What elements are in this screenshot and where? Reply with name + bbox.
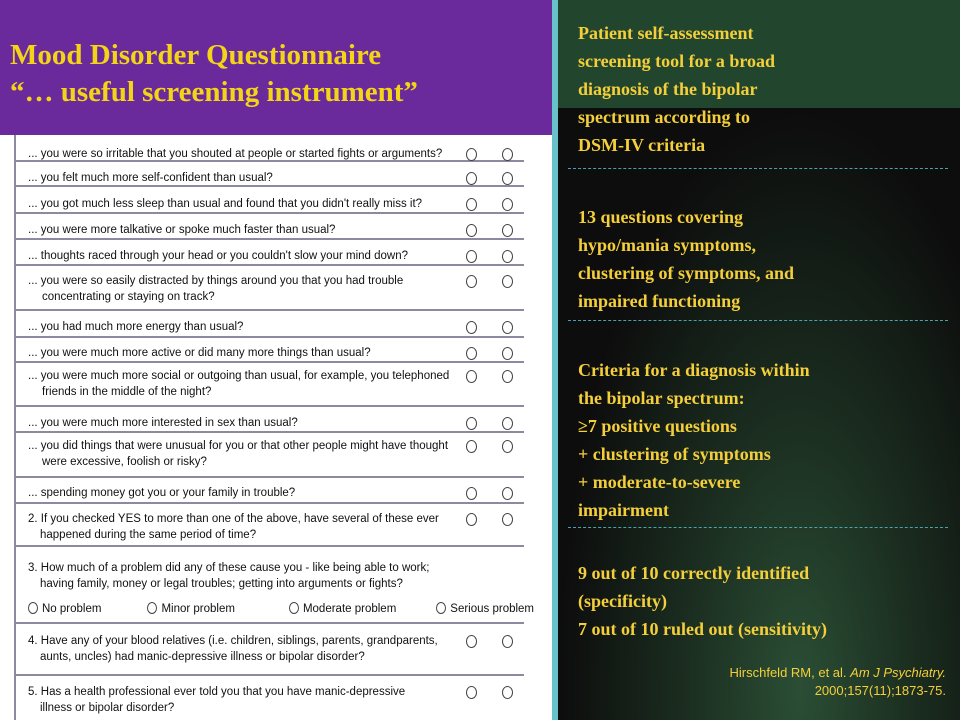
section-line: 9 out of 10 correctly identified: [578, 563, 810, 583]
answer-circle: [466, 321, 477, 334]
answer-circle: [466, 224, 477, 237]
question-line: 2. If you checked YES to more than one of the above, have several of these ever: [28, 513, 439, 525]
question-line: ... thoughts raced through your head or you couldn't slow your mind down?: [28, 250, 409, 262]
questionnaire-row: [14, 478, 524, 504]
section-line: 7 out of 10 ruled out (sensitivity): [578, 619, 827, 639]
question-text: [28, 368, 458, 400]
question-text: [28, 170, 458, 186]
answer-circle: [466, 487, 477, 500]
title-banner: [0, 0, 552, 135]
citation-journal: Am J Psychiatry.: [850, 665, 946, 680]
answer-circle: [466, 417, 477, 430]
questionnaire-row: [14, 137, 524, 162]
answer-circle: [466, 513, 477, 526]
answer-circle: [502, 321, 513, 334]
question-text: [28, 415, 458, 431]
question-text: [28, 633, 458, 665]
question-line: ... you felt much more self-confident than usual?: [28, 172, 273, 184]
questionnaire-row: [14, 363, 524, 407]
questionnaire-row: [14, 504, 524, 547]
option-circle: [436, 602, 446, 614]
question-line: ... you did things that were unusual for you or that other people might have thought: [28, 440, 449, 452]
section-separator: [568, 527, 948, 528]
questionnaire-row: [14, 433, 524, 478]
question-line: were excessive, foolish or risky?: [42, 456, 207, 468]
questionnaire-row: [14, 407, 524, 433]
question-text: [28, 560, 458, 592]
question-line: ... you were so easily distracted by things around you that you had trouble: [28, 275, 404, 287]
problem-option: [436, 603, 534, 615]
question-text: [28, 438, 458, 470]
answer-circle: [502, 148, 513, 161]
question-text: [28, 345, 458, 361]
section-line: hypo/mania symptoms,: [578, 235, 757, 255]
question-line: ... you were much more interested in sex than usual?: [28, 417, 298, 429]
section-line: + moderate-to-severe: [578, 472, 741, 492]
answer-circle: [502, 347, 513, 360]
option-label: Minor problem: [161, 603, 235, 615]
question-line: 4. Have any of your blood relatives (i.e. children, siblings, parents, grandparents,: [28, 635, 438, 647]
option-circle: [147, 602, 157, 614]
question-line: ... you were much more active or did many more things than usual?: [28, 347, 371, 359]
answer-circle: [466, 440, 477, 453]
section-line: diagnosis of the bipolar: [578, 79, 758, 99]
section-separator: [568, 168, 948, 169]
question-line: having family, money or legal troubles; getting into arguments or fights?: [40, 578, 403, 590]
answer-circle: [502, 487, 513, 500]
citation: [730, 664, 947, 700]
citation-authors: Hirschfeld RM, et al.: [729, 665, 851, 680]
question-line: ... you were more talkative or spoke much faster than usual?: [28, 224, 336, 236]
answer-circle: [466, 686, 477, 699]
notes-panel: [558, 0, 960, 720]
section-line: clustering of symptoms, and: [578, 263, 795, 283]
questionnaire-row: [14, 214, 524, 240]
questionnaire-row: [14, 676, 524, 720]
answer-circle: [502, 417, 513, 430]
section-line: spectrum according to: [578, 107, 750, 127]
answer-circle: [502, 370, 513, 383]
answer-circle: [502, 513, 513, 526]
slide-title: [10, 37, 418, 111]
section-line: 13 questions covering: [578, 207, 744, 227]
questionnaire-row: [14, 240, 524, 266]
option-label: No problem: [42, 603, 102, 615]
question-line: aunts, uncles) had manic-depressive illness or bipolar disorder?: [40, 651, 365, 663]
section-criteria: [578, 356, 810, 524]
question-line: friends in the middle of the night?: [42, 386, 212, 398]
answer-circle: [502, 686, 513, 699]
questionnaire-row: [14, 266, 524, 311]
answer-circle: [502, 224, 513, 237]
answer-circle: [466, 635, 477, 648]
question-line: ... spending money got you or your family in trouble?: [28, 487, 296, 499]
answer-circle: [466, 275, 477, 288]
section-line: the bipolar spectrum:: [578, 388, 745, 408]
question-text: [28, 485, 458, 501]
question-text: [28, 146, 458, 162]
question-text: [28, 196, 458, 212]
section-line: (specificity): [578, 591, 667, 611]
answer-circle: [466, 370, 477, 383]
problem-option: [289, 603, 396, 615]
problem-option: [147, 603, 235, 615]
question-text: [28, 273, 458, 305]
question-text: [28, 684, 458, 716]
answer-circle: [502, 440, 513, 453]
problem-options: [28, 602, 534, 615]
questionnaire-row: [14, 187, 524, 214]
question-line: ... you had much more energy than usual?: [28, 321, 244, 333]
section-line: Criteria for a diagnosis within: [578, 360, 810, 380]
question-text: [28, 222, 458, 238]
question-text: [28, 248, 458, 264]
questionnaire-row: [14, 547, 535, 624]
section-line: Patient self-assessment: [578, 23, 754, 43]
section-line: + clustering of symptoms: [578, 444, 771, 464]
title-line-1: Mood Disorder Questionnaire: [10, 39, 382, 71]
section-line: impaired functioning: [578, 291, 741, 311]
question-line: ... you were so irritable that you shouted at people or started fights or arguments?: [28, 148, 443, 160]
answer-circle: [502, 275, 513, 288]
option-circle: [28, 602, 38, 614]
question-line: illness or bipolar disorder?: [40, 702, 175, 714]
title-line-2: “… useful screening instrument”: [10, 76, 418, 108]
option-label: Moderate problem: [302, 603, 397, 615]
answer-circle: [466, 347, 477, 360]
question-line: happened during the same period of time?: [40, 529, 257, 541]
questionnaire-row: [14, 338, 524, 363]
answer-circle: [466, 148, 477, 161]
answer-circle: [502, 250, 513, 263]
section-line: impairment: [578, 500, 669, 520]
citation-details: 2000;157(11);1873-75.: [814, 683, 946, 698]
section-line: screening tool for a broad: [578, 51, 775, 71]
answer-circle: [466, 198, 477, 211]
section-line: DSM-IV criteria: [578, 135, 706, 155]
question-line: ... you got much less sleep than usual and found that you didn't really miss it?: [28, 198, 423, 210]
section-accuracy: [578, 559, 827, 643]
question-line: ... you were much more social or outgoing than usual, for example, you telephoned: [28, 370, 450, 382]
questionnaire-row: [14, 162, 524, 187]
section-overview: [578, 19, 775, 159]
problem-option: [28, 603, 101, 615]
option-circle: [289, 602, 299, 614]
section-questions: [578, 203, 794, 315]
answer-circle: [502, 172, 513, 185]
question-text: [28, 319, 458, 335]
answer-circle: [466, 172, 477, 185]
answer-circle: [466, 250, 477, 263]
option-label: Serious problem: [450, 603, 535, 615]
question-line: 5. Has a health professional ever told you that you have manic-depressive: [28, 686, 406, 698]
question-text: [28, 511, 458, 543]
answer-circle: [502, 198, 513, 211]
answer-circle: [502, 635, 513, 648]
section-line: ≥7 positive questions: [578, 416, 737, 436]
question-line: concentrating or staying on track?: [42, 291, 215, 303]
section-separator: [568, 320, 948, 321]
questionnaire-row: [14, 624, 524, 676]
questionnaire-row: [14, 311, 524, 338]
question-line: 3. How much of a problem did any of these cause you - like being able to work;: [28, 562, 430, 574]
